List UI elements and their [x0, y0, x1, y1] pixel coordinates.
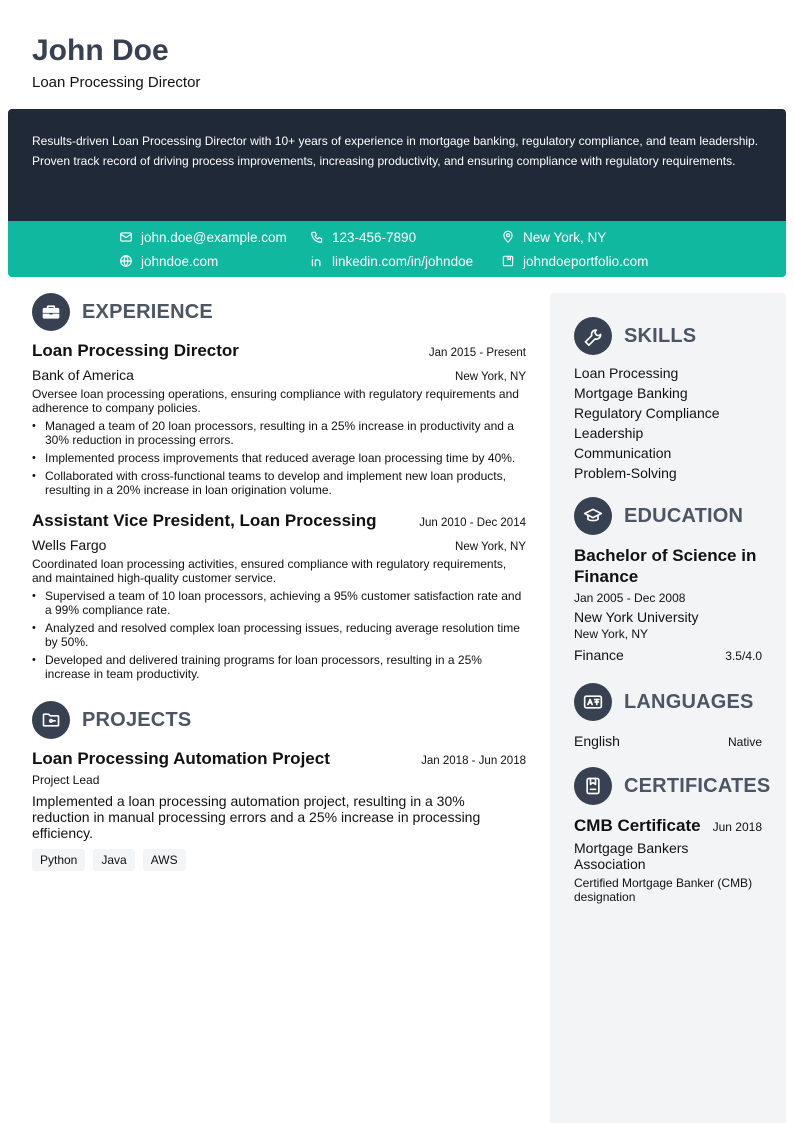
skill-item: Mortgage Banking: [574, 385, 688, 401]
job-title: Loan Processing Director: [32, 341, 239, 360]
website-text: johndoe.com: [141, 253, 219, 269]
map-pin-icon: [501, 230, 515, 244]
gpa: 3.5/4.0: [725, 649, 762, 663]
certificates-title: CERTIFICATES: [624, 774, 771, 797]
project-role: Project Lead: [32, 773, 100, 787]
job-location: New York, NY: [455, 541, 526, 553]
skills-title: SKILLS: [624, 324, 697, 347]
job-location: New York, NY: [455, 371, 526, 383]
contact-email[interactable]: [119, 229, 310, 245]
education-dates: Jan 2005 - Dec 2008: [574, 591, 686, 605]
bullet-item: • Managed a team of 20 loan processors, resulting in a 25% increase in productivity and a 30% reduction in processing errors.: [32, 419, 526, 447]
folder-icon: [32, 701, 70, 739]
bullet-item: • Developed and delivered training programs for loan processors, resulting in a 25% increase in team productivity.: [32, 653, 526, 681]
tag: AWS: [143, 849, 186, 871]
skills-heading: [574, 317, 762, 355]
location-text: New York, NY: [523, 229, 607, 245]
project-tags: [32, 849, 526, 871]
certificate-item: [574, 815, 762, 904]
education-item: [574, 545, 762, 665]
briefcase-icon: [32, 293, 70, 331]
job-dates: Jun 2010 - Dec 2014: [419, 517, 526, 529]
mail-icon: [119, 230, 133, 244]
projects-heading: [32, 701, 526, 739]
contact-location: [501, 229, 692, 245]
skill-item: Leadership: [574, 425, 644, 441]
certificate-name: CMB Certificate: [574, 816, 701, 835]
wrench-icon: [574, 317, 612, 355]
graduation-cap-icon: [574, 497, 612, 535]
project-dates: Jan 2018 - Jun 2018: [421, 755, 526, 767]
certificate-issuer: Mortgage Bankers Association: [574, 840, 689, 872]
skill-item: Loan Processing: [574, 365, 679, 381]
experience-heading: [32, 293, 526, 331]
globe-icon: [119, 254, 133, 268]
languages-title: LANGUAGES: [624, 690, 754, 713]
experience-item: [32, 341, 526, 497]
field-of-study: Finance: [574, 647, 624, 663]
degree-name: Bachelor of Science in Finance: [574, 546, 757, 586]
job-title: Assistant Vice President, Loan Processing: [32, 511, 377, 530]
contact-phone[interactable]: [310, 229, 501, 245]
bullet-item: • Analyzed and resolved complex loan processing issues, reducing average resolution time by 50%.: [32, 621, 526, 649]
summary-text: Results-driven Loan Processing Director with 10+ years of experience in mortgage banking, regulatory compliance, and team leadership. Proven track record of driving process improvements, increasing productivity, and ensuring compliance with regulatory requirements.: [32, 134, 759, 168]
company-name: Bank of America: [32, 367, 134, 383]
skill-item: Regulatory Compliance: [574, 405, 720, 421]
language-name: English: [574, 733, 620, 749]
language-level: Native: [727, 735, 762, 749]
certificate-icon: [574, 767, 612, 805]
linkedin-text: linkedin.com/in/johndoe: [332, 253, 474, 269]
contact-linkedin[interactable]: [310, 253, 501, 269]
skill-item: Problem-Solving: [574, 465, 677, 481]
contact-bar: [8, 221, 786, 277]
phone-text: 123-456-7890: [332, 229, 417, 245]
tag: Python: [32, 849, 85, 871]
experience-title: EXPERIENCE: [82, 300, 213, 323]
portfolio-text: johndoeportfolio.com: [523, 253, 649, 269]
portfolio-icon: [501, 254, 515, 268]
summary-section: [8, 109, 786, 221]
school-location: New York, NY: [574, 627, 649, 641]
skill-item: Communication: [574, 445, 672, 461]
projects-title: PROJECTS: [82, 708, 192, 731]
school-name: New York University: [574, 609, 699, 625]
job-bullets: [32, 419, 526, 497]
linkedin-icon: [310, 254, 324, 268]
main-column: [32, 293, 526, 871]
job-bullets: [32, 589, 526, 681]
languages-heading: [574, 683, 762, 721]
experience-item: [32, 511, 526, 681]
candidate-name: John Doe: [32, 34, 169, 67]
translate-icon: [574, 683, 612, 721]
education-title: EDUCATION: [624, 504, 744, 527]
contact-website[interactable]: [119, 253, 310, 269]
certificates-heading: [574, 767, 771, 805]
email-text: john.doe@example.com: [141, 229, 287, 245]
job-description: Oversee loan processing operations, ensuring compliance with regulatory requirements and adherence to company policies.: [32, 387, 519, 415]
job-description: Coordinated loan processing activities, ensured compliance with regulatory requirements, and maintained high-quality customer service.: [32, 557, 507, 585]
language-item: [574, 731, 762, 751]
candidate-title: Loan Processing Director: [32, 74, 201, 91]
project-title: Loan Processing Automation Project: [32, 749, 330, 768]
bullet-item: • Collaborated with cross-functional teams to develop and implement new loan products, resulting in a 20% increase in loan origination volume.: [32, 469, 526, 497]
project-item: [32, 749, 526, 871]
phone-icon: [310, 230, 324, 244]
sidebar: [550, 293, 786, 1123]
company-name: Wells Fargo: [32, 537, 107, 553]
certificate-date: Jun 2018: [712, 820, 762, 834]
resume-header: [32, 34, 200, 91]
skills-list: [574, 363, 762, 483]
certificate-description: Certified Mortgage Banker (CMB) designation: [574, 876, 753, 904]
education-heading: [574, 497, 762, 535]
bullet-item: • Implemented process improvements that reduced average loan processing time by 40%.: [32, 451, 526, 465]
project-description: Implemented a loan processing automation project, resulting in a 30% reduction in manual processing errors and a 25% increase in processing efficiency.: [32, 793, 481, 841]
job-dates: Jan 2015 - Present: [428, 347, 526, 359]
contact-portfolio[interactable]: [501, 253, 692, 269]
tag: Java: [93, 849, 134, 871]
bullet-item: • Supervised a team of 10 loan processors, achieving a 95% customer satisfaction rate and a 99% compliance rate.: [32, 589, 526, 617]
